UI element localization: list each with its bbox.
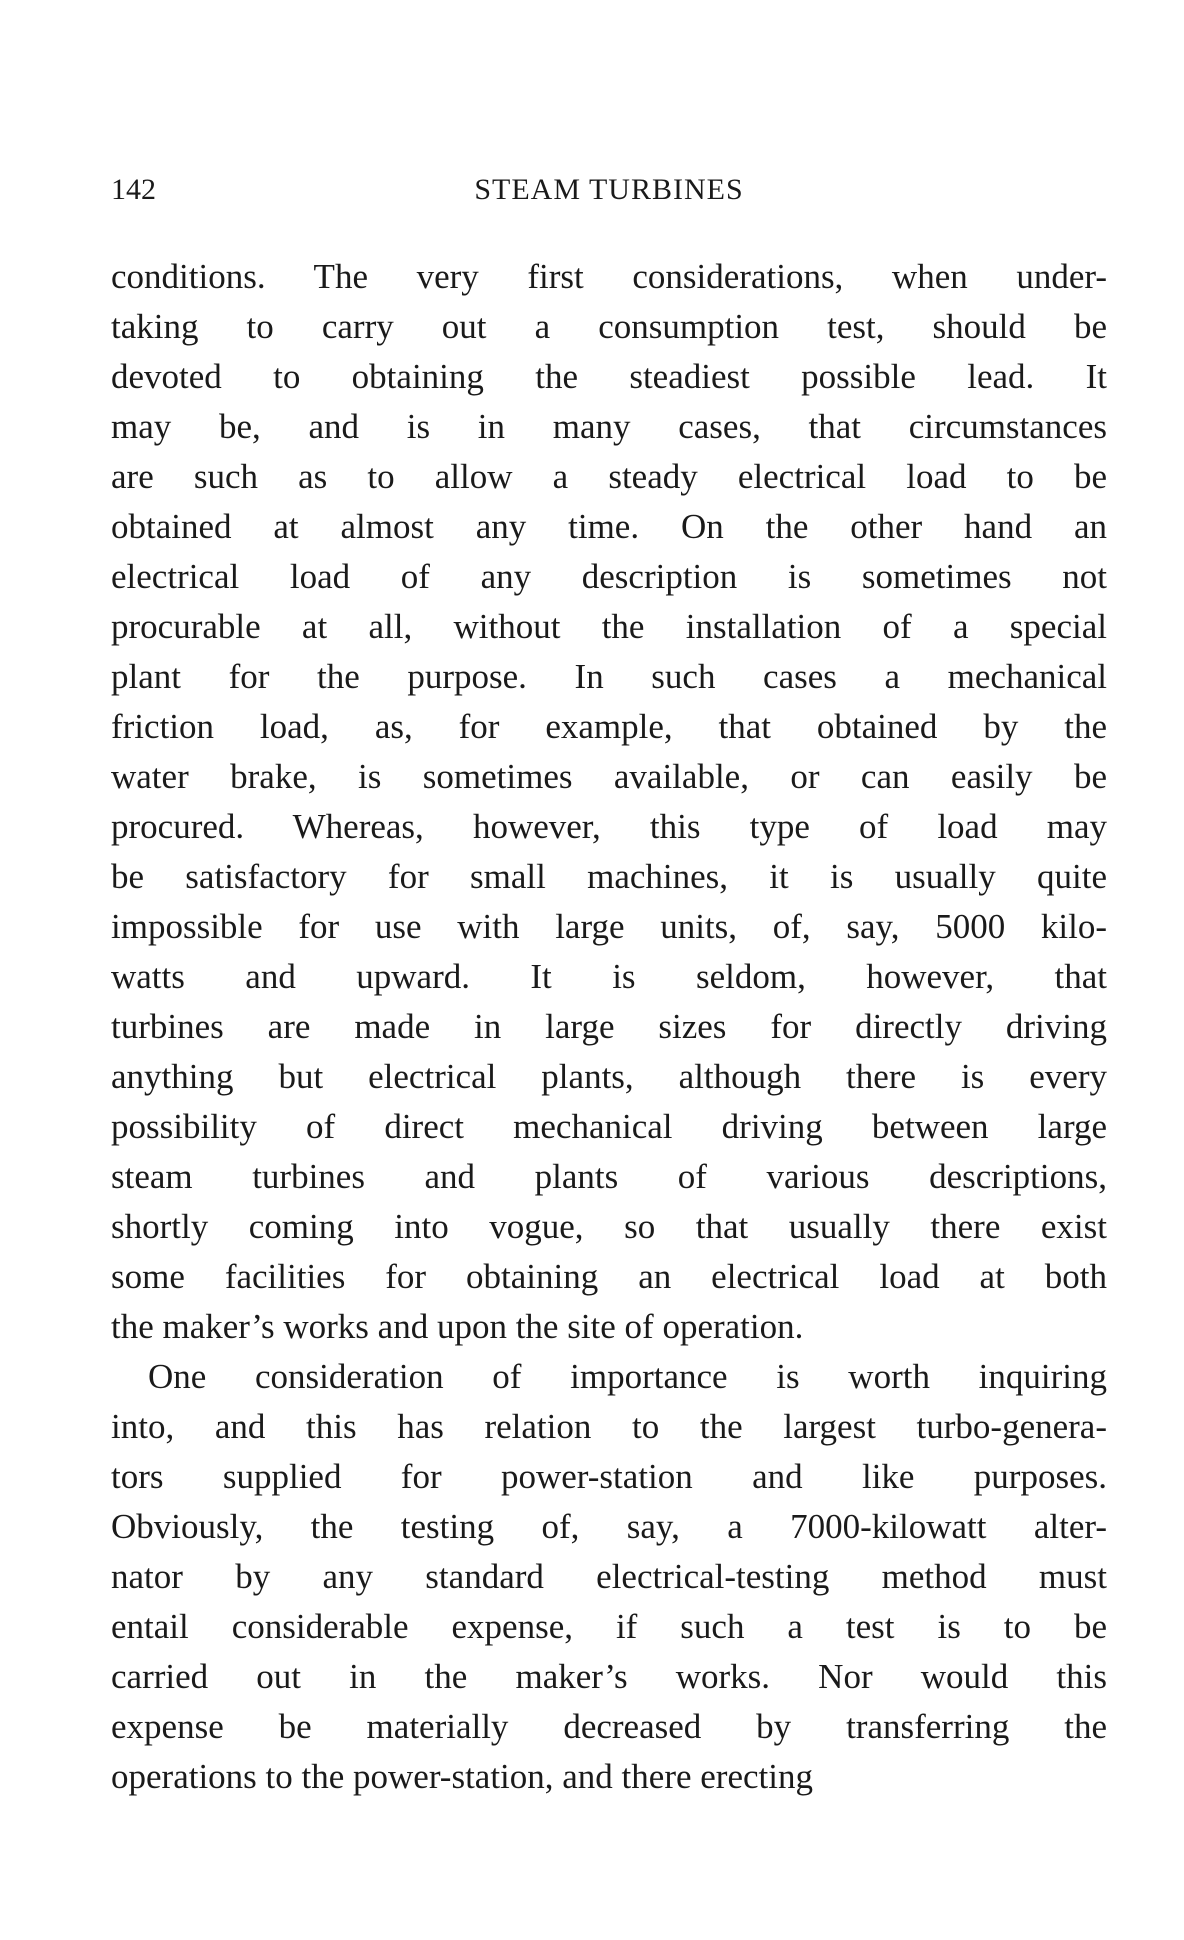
text-line: taking to carry out a consumption test, should be xyxy=(111,307,1107,346)
text-line: expense be materially decreased by transferring the xyxy=(111,1707,1107,1746)
text-line: entail considerable expense, if such a test is to be xyxy=(111,1607,1107,1646)
text-line: the maker’s works and upon the site of operation. xyxy=(111,1307,804,1346)
text-line: impossible for use with large units, of, say, 5000 kilo- xyxy=(111,907,1107,946)
text-line: may be, and is in many cases, that circumstances xyxy=(111,407,1107,446)
text-line: devoted to obtaining the steadiest possible lead. It xyxy=(111,357,1107,396)
text-line: procurable at all, without the installation of a special xyxy=(111,607,1107,646)
page-number: 142 xyxy=(111,173,156,206)
text-line: electrical load of any description is sometimes not xyxy=(111,557,1107,596)
text-line: nator by any standard electrical-testing method must xyxy=(111,1557,1107,1596)
text-line: procured. Whereas, however, this type of load may xyxy=(111,807,1107,846)
text-line: steam turbines and plants of various descriptions, xyxy=(111,1157,1107,1196)
text-line: Obviously, the testing of, say, a 7000-kilowatt alter- xyxy=(111,1507,1107,1546)
text-line: watts and upward. It is seldom, however, that xyxy=(111,957,1107,996)
paragraph xyxy=(111,252,1107,1352)
text-line: water brake, is sometimes available, or can easily be xyxy=(111,757,1107,796)
text-line: be satisfactory for small machines, it is usually quite xyxy=(111,857,1107,896)
body-text xyxy=(111,252,1107,1802)
text-line: are such as to allow a steady electrical load to be xyxy=(111,457,1107,496)
text-line: friction load, as, for example, that obtained by the xyxy=(111,707,1107,746)
text-line: carried out in the maker’s works. Nor would this xyxy=(111,1657,1107,1696)
running-title: STEAM TURBINES xyxy=(474,173,744,206)
text-line: plant for the purpose. In such cases a mechanical xyxy=(111,657,1107,696)
paragraph xyxy=(111,1352,1107,1802)
text-line: into, and this has relation to the largest turbo-genera- xyxy=(111,1407,1107,1446)
text-line: tors supplied for power-station and like purposes. xyxy=(111,1457,1107,1496)
text-line: conditions. The very first considerations, when under- xyxy=(111,257,1107,296)
text-line: obtained at almost any time. On the other hand an xyxy=(111,507,1107,546)
text-line: possibility of direct mechanical driving between large xyxy=(111,1107,1107,1146)
page-header xyxy=(111,170,1107,210)
text-line: some facilities for obtaining an electrical load at both xyxy=(111,1257,1107,1296)
text-line: anything but electrical plants, although there is every xyxy=(111,1057,1107,1096)
text-line: operations to the power-station, and there erecting xyxy=(111,1757,813,1796)
text-line: turbines are made in large sizes for directly driving xyxy=(111,1007,1107,1046)
text-line: One consideration of importance is worth inquiring xyxy=(148,1357,1107,1396)
text-line: shortly coming into vogue, so that usually there exist xyxy=(111,1207,1107,1246)
